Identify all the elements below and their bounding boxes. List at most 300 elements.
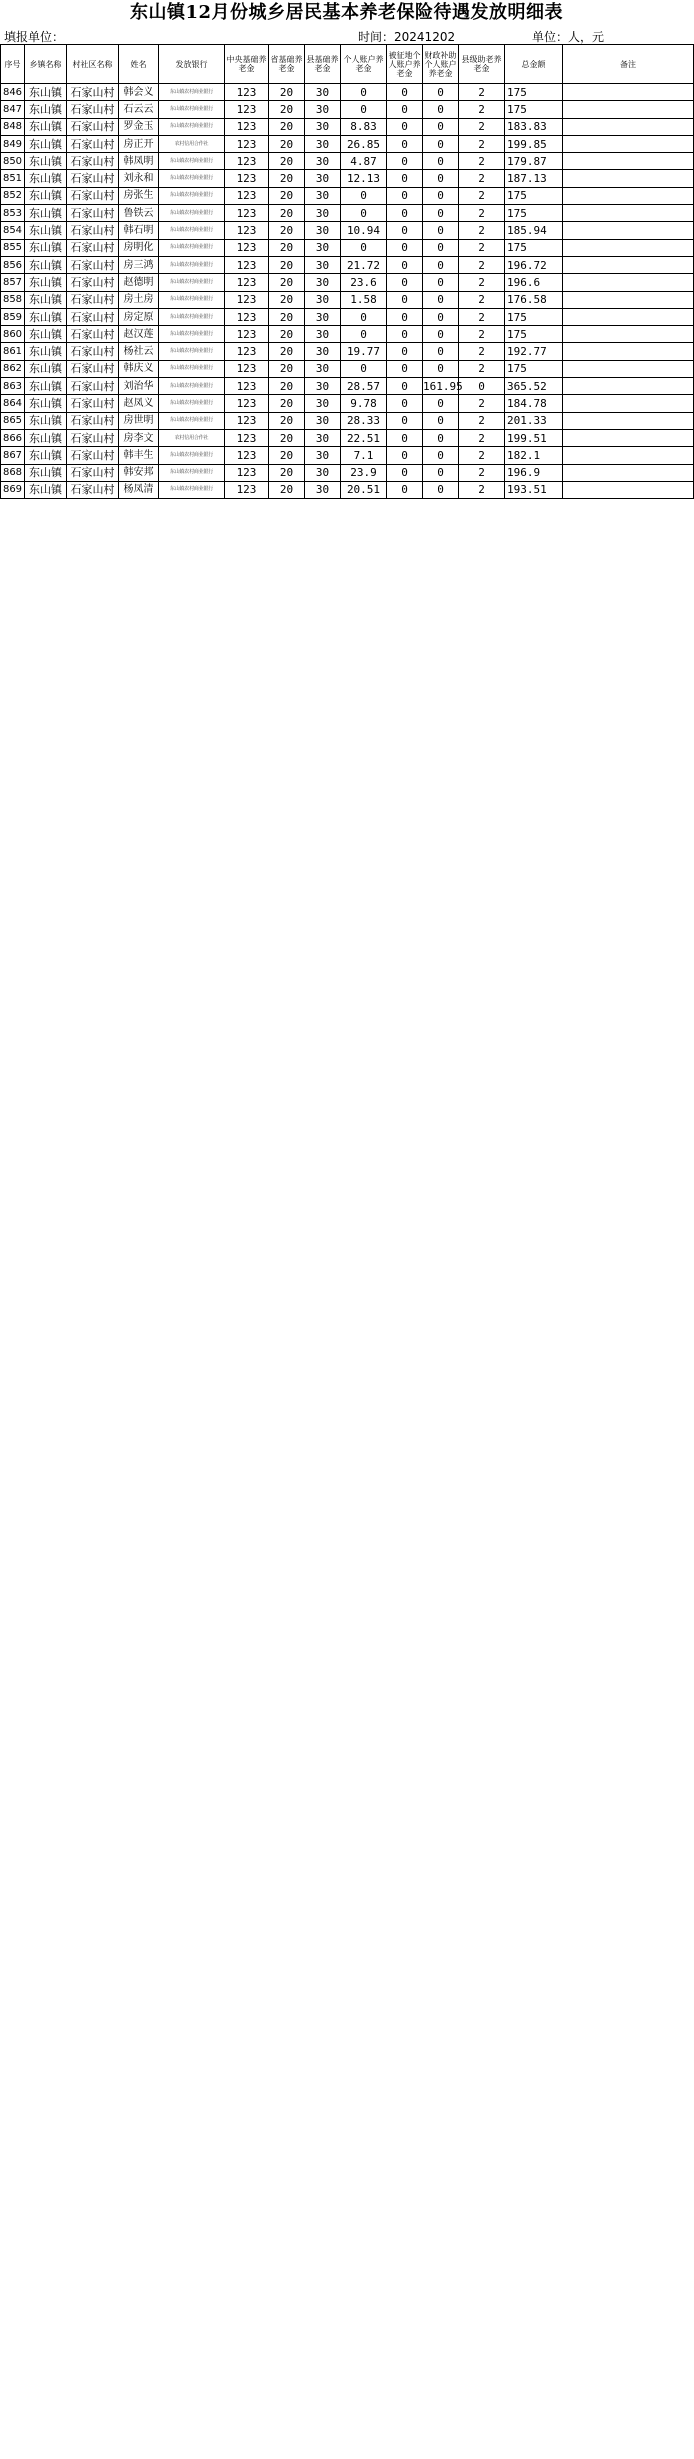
personal-account-cell: 28.57: [341, 378, 387, 395]
county-pension-cell: 30: [305, 118, 341, 135]
name-cell: 鲁铁云: [119, 205, 159, 222]
village-cell: 石家山村: [67, 187, 119, 204]
village-cell: 石家山村: [67, 222, 119, 239]
note-cell: [563, 343, 694, 360]
table-row: [1, 170, 694, 187]
note-cell: [563, 481, 694, 498]
total-amount-cell: 199.51: [505, 429, 563, 446]
aid-pension-cell: 2: [459, 256, 505, 273]
time-field: [358, 28, 455, 45]
name-cell: 房土房: [119, 291, 159, 308]
seq-cell: 857: [1, 274, 25, 291]
town-cell: 东山镇: [25, 118, 67, 135]
fiscal-account-cell: 0: [423, 326, 459, 343]
bank-cell: 东山镇农村商业银行: [159, 291, 225, 308]
village-cell: 石家山村: [67, 153, 119, 170]
total-amount-cell: 192.77: [505, 343, 563, 360]
province-pension-cell: 20: [269, 308, 305, 325]
column-header: 省基础养老金: [269, 45, 305, 84]
town-cell: 东山镇: [25, 153, 67, 170]
note-cell: [563, 170, 694, 187]
column-header: 姓名: [119, 45, 159, 84]
town-cell: 东山镇: [25, 378, 67, 395]
bank-cell: 东山镇农村商业银行: [159, 481, 225, 498]
central-pension-cell: 123: [225, 412, 269, 429]
village-cell: 石家山村: [67, 464, 119, 481]
province-pension-cell: 20: [269, 153, 305, 170]
personal-account-cell: 23.9: [341, 464, 387, 481]
seq-cell: 854: [1, 222, 25, 239]
name-cell: 房张生: [119, 187, 159, 204]
province-pension-cell: 20: [269, 222, 305, 239]
time-value: 20241202: [394, 30, 456, 44]
column-header: 村社区名称: [67, 45, 119, 84]
personal-account-cell: 20.51: [341, 481, 387, 498]
aid-pension-cell: 2: [459, 360, 505, 377]
fiscal-account-cell: 0: [423, 360, 459, 377]
county-pension-cell: 30: [305, 291, 341, 308]
note-cell: [563, 308, 694, 325]
province-pension-cell: 20: [269, 205, 305, 222]
total-amount-cell: 179.87: [505, 153, 563, 170]
county-pension-cell: 30: [305, 412, 341, 429]
county-pension-cell: 30: [305, 153, 341, 170]
county-pension-cell: 30: [305, 360, 341, 377]
village-cell: 石家山村: [67, 135, 119, 152]
table-row: [1, 291, 694, 308]
total-amount-cell: 196.6: [505, 274, 563, 291]
note-cell: [563, 118, 694, 135]
name-cell: 杨社云: [119, 343, 159, 360]
seq-cell: 846: [1, 84, 25, 101]
province-pension-cell: 20: [269, 378, 305, 395]
column-header: 财政补助个人账户养老金: [423, 45, 459, 84]
bank-cell: 东山镇农村商业银行: [159, 205, 225, 222]
seq-cell: 862: [1, 360, 25, 377]
personal-account-cell: 0: [341, 360, 387, 377]
land-account-cell: 0: [387, 481, 423, 498]
bank-cell: 东山镇农村商业银行: [159, 326, 225, 343]
county-pension-cell: 30: [305, 135, 341, 152]
seq-cell: 868: [1, 464, 25, 481]
town-cell: 东山镇: [25, 360, 67, 377]
fiscal-account-cell: 0: [423, 395, 459, 412]
village-cell: 石家山村: [67, 429, 119, 446]
total-amount-cell: 199.85: [505, 135, 563, 152]
province-pension-cell: 20: [269, 101, 305, 118]
table-row: [1, 205, 694, 222]
land-account-cell: 0: [387, 343, 423, 360]
village-cell: 石家山村: [67, 447, 119, 464]
town-cell: 东山镇: [25, 187, 67, 204]
fiscal-account-cell: 0: [423, 239, 459, 256]
county-pension-cell: 30: [305, 343, 341, 360]
personal-account-cell: 28.33: [341, 412, 387, 429]
province-pension-cell: 20: [269, 395, 305, 412]
total-amount-cell: 365.52: [505, 378, 563, 395]
aid-pension-cell: 2: [459, 101, 505, 118]
name-cell: 房明化: [119, 239, 159, 256]
bank-cell: 东山镇农村商业银行: [159, 153, 225, 170]
name-cell: 赵汉莲: [119, 326, 159, 343]
county-pension-cell: 30: [305, 256, 341, 273]
land-account-cell: 0: [387, 326, 423, 343]
bank-cell: 东山镇农村商业银行: [159, 256, 225, 273]
total-amount-cell: 201.33: [505, 412, 563, 429]
town-cell: 东山镇: [25, 395, 67, 412]
land-account-cell: 0: [387, 222, 423, 239]
column-header: 发放银行: [159, 45, 225, 84]
aid-pension-cell: 2: [459, 308, 505, 325]
personal-account-cell: 0: [341, 239, 387, 256]
province-pension-cell: 20: [269, 447, 305, 464]
report-meta: [0, 26, 693, 44]
note-cell: [563, 205, 694, 222]
town-cell: 东山镇: [25, 274, 67, 291]
personal-account-cell: 4.87: [341, 153, 387, 170]
total-amount-cell: 184.78: [505, 395, 563, 412]
central-pension-cell: 123: [225, 429, 269, 446]
land-account-cell: 0: [387, 291, 423, 308]
filing-unit-label: 填报单位：: [4, 30, 65, 44]
town-cell: 东山镇: [25, 205, 67, 222]
report-page: [0, 0, 693, 499]
note-cell: [563, 153, 694, 170]
province-pension-cell: 20: [269, 256, 305, 273]
column-header: 个人账户养老金: [341, 45, 387, 84]
seq-cell: 848: [1, 118, 25, 135]
central-pension-cell: 123: [225, 101, 269, 118]
name-cell: 刘治华: [119, 378, 159, 395]
name-cell: 韩凤明: [119, 153, 159, 170]
village-cell: 石家山村: [67, 256, 119, 273]
personal-account-cell: 1.58: [341, 291, 387, 308]
bank-cell: 东山镇农村商业银行: [159, 239, 225, 256]
land-account-cell: 0: [387, 447, 423, 464]
personal-account-cell: 10.94: [341, 222, 387, 239]
personal-account-cell: 0: [341, 326, 387, 343]
seq-cell: 858: [1, 291, 25, 308]
total-amount-cell: 175: [505, 360, 563, 377]
note-cell: [563, 429, 694, 446]
personal-account-cell: 22.51: [341, 429, 387, 446]
town-cell: 东山镇: [25, 101, 67, 118]
central-pension-cell: 123: [225, 360, 269, 377]
name-cell: 房正开: [119, 135, 159, 152]
table-row: [1, 308, 694, 325]
fiscal-account-cell: 0: [423, 464, 459, 481]
province-pension-cell: 20: [269, 187, 305, 204]
personal-account-cell: 8.83: [341, 118, 387, 135]
time-label: 时间：: [358, 30, 395, 44]
land-account-cell: 0: [387, 395, 423, 412]
county-pension-cell: 30: [305, 308, 341, 325]
county-pension-cell: 30: [305, 239, 341, 256]
town-cell: 东山镇: [25, 239, 67, 256]
fiscal-account-cell: 0: [423, 291, 459, 308]
total-amount-cell: 185.94: [505, 222, 563, 239]
village-cell: 石家山村: [67, 118, 119, 135]
aid-pension-cell: 0: [459, 378, 505, 395]
town-cell: 东山镇: [25, 464, 67, 481]
seq-cell: 850: [1, 153, 25, 170]
personal-account-cell: 9.78: [341, 395, 387, 412]
fiscal-account-cell: 0: [423, 429, 459, 446]
town-cell: 东山镇: [25, 170, 67, 187]
land-account-cell: 0: [387, 153, 423, 170]
central-pension-cell: 123: [225, 170, 269, 187]
province-pension-cell: 20: [269, 360, 305, 377]
town-cell: 东山镇: [25, 222, 67, 239]
total-amount-cell: 196.72: [505, 256, 563, 273]
total-amount-cell: 175: [505, 187, 563, 204]
name-cell: 房定原: [119, 308, 159, 325]
land-account-cell: 0: [387, 170, 423, 187]
village-cell: 石家山村: [67, 308, 119, 325]
name-cell: 石云云: [119, 101, 159, 118]
county-pension-cell: 30: [305, 481, 341, 498]
column-header: 序号: [1, 45, 25, 84]
province-pension-cell: 20: [269, 291, 305, 308]
bank-cell: 东山镇农村商业银行: [159, 447, 225, 464]
column-header: 县基础养老金: [305, 45, 341, 84]
note-cell: [563, 360, 694, 377]
table-row: [1, 429, 694, 446]
aid-pension-cell: 2: [459, 153, 505, 170]
personal-account-cell: 0: [341, 84, 387, 101]
town-cell: 东山镇: [25, 412, 67, 429]
province-pension-cell: 20: [269, 326, 305, 343]
central-pension-cell: 123: [225, 187, 269, 204]
seq-cell: 869: [1, 481, 25, 498]
note-cell: [563, 256, 694, 273]
total-amount-cell: 176.58: [505, 291, 563, 308]
central-pension-cell: 123: [225, 395, 269, 412]
total-amount-cell: 187.13: [505, 170, 563, 187]
total-amount-cell: 175: [505, 326, 563, 343]
aid-pension-cell: 2: [459, 464, 505, 481]
bank-cell: 东山镇农村商业银行: [159, 101, 225, 118]
seq-cell: 866: [1, 429, 25, 446]
table-row: [1, 326, 694, 343]
fiscal-account-cell: 0: [423, 84, 459, 101]
bank-cell: 东山镇农村商业银行: [159, 84, 225, 101]
table-row: [1, 135, 694, 152]
village-cell: 石家山村: [67, 239, 119, 256]
fiscal-account-cell: 0: [423, 481, 459, 498]
seq-cell: 853: [1, 205, 25, 222]
pension-table: [0, 44, 694, 499]
central-pension-cell: 123: [225, 378, 269, 395]
town-cell: 东山镇: [25, 135, 67, 152]
fiscal-account-cell: 0: [423, 412, 459, 429]
fiscal-account-cell: 0: [423, 447, 459, 464]
land-account-cell: 0: [387, 274, 423, 291]
bank-cell: 东山镇农村商业银行: [159, 308, 225, 325]
note-cell: [563, 395, 694, 412]
total-amount-cell: 175: [505, 205, 563, 222]
note-cell: [563, 291, 694, 308]
seq-cell: 865: [1, 412, 25, 429]
central-pension-cell: 123: [225, 153, 269, 170]
name-cell: 赵凤义: [119, 395, 159, 412]
table-row: [1, 187, 694, 204]
bank-cell: 农村信用合作社: [159, 429, 225, 446]
county-pension-cell: 30: [305, 84, 341, 101]
table-row: [1, 239, 694, 256]
village-cell: 石家山村: [67, 170, 119, 187]
aid-pension-cell: 2: [459, 118, 505, 135]
aid-pension-cell: 2: [459, 326, 505, 343]
county-pension-cell: 30: [305, 378, 341, 395]
bank-cell: 东山镇农村商业银行: [159, 412, 225, 429]
bank-cell: 东山镇农村商业银行: [159, 170, 225, 187]
aid-pension-cell: 2: [459, 187, 505, 204]
table-row: [1, 412, 694, 429]
county-pension-cell: 30: [305, 187, 341, 204]
report-title: 东山镇12月份城乡居民基本养老保险待遇发放明细表: [129, 2, 564, 23]
county-pension-cell: 30: [305, 274, 341, 291]
seq-cell: 867: [1, 447, 25, 464]
land-account-cell: 0: [387, 84, 423, 101]
town-cell: 东山镇: [25, 326, 67, 343]
province-pension-cell: 20: [269, 135, 305, 152]
aid-pension-cell: 2: [459, 447, 505, 464]
village-cell: 石家山村: [67, 378, 119, 395]
total-amount-cell: 175: [505, 101, 563, 118]
name-cell: 韩石明: [119, 222, 159, 239]
bank-cell: 东山镇农村商业银行: [159, 222, 225, 239]
aid-pension-cell: 2: [459, 239, 505, 256]
seq-cell: 852: [1, 187, 25, 204]
land-account-cell: 0: [387, 412, 423, 429]
central-pension-cell: 123: [225, 291, 269, 308]
header-row: [1, 45, 694, 84]
note-cell: [563, 187, 694, 204]
table-row: [1, 481, 694, 498]
seq-cell: 849: [1, 135, 25, 152]
table-row: [1, 101, 694, 118]
village-cell: 石家山村: [67, 101, 119, 118]
county-pension-cell: 30: [305, 205, 341, 222]
note-cell: [563, 447, 694, 464]
county-pension-cell: 30: [305, 222, 341, 239]
personal-account-cell: 0: [341, 308, 387, 325]
table-row: [1, 222, 694, 239]
fiscal-account-cell: 0: [423, 308, 459, 325]
fiscal-account-cell: 0: [423, 274, 459, 291]
central-pension-cell: 123: [225, 222, 269, 239]
bank-cell: 农村信用合作社: [159, 135, 225, 152]
land-account-cell: 0: [387, 256, 423, 273]
note-cell: [563, 464, 694, 481]
column-header: 被征地个人账户养老金: [387, 45, 423, 84]
bank-cell: 东山镇农村商业银行: [159, 395, 225, 412]
personal-account-cell: 0: [341, 101, 387, 118]
county-pension-cell: 30: [305, 447, 341, 464]
land-account-cell: 0: [387, 429, 423, 446]
village-cell: 石家山村: [67, 343, 119, 360]
town-cell: 东山镇: [25, 429, 67, 446]
table-row: [1, 360, 694, 377]
central-pension-cell: 123: [225, 135, 269, 152]
aid-pension-cell: 2: [459, 429, 505, 446]
fiscal-account-cell: 0: [423, 343, 459, 360]
fiscal-account-cell: 0: [423, 101, 459, 118]
table-row: [1, 395, 694, 412]
name-cell: 杨凤清: [119, 481, 159, 498]
central-pension-cell: 123: [225, 447, 269, 464]
land-account-cell: 0: [387, 101, 423, 118]
name-cell: 韩会义: [119, 84, 159, 101]
bank-cell: 东山镇农村商业银行: [159, 378, 225, 395]
bank-cell: 东山镇农村商业银行: [159, 464, 225, 481]
central-pension-cell: 123: [225, 274, 269, 291]
note-cell: [563, 378, 694, 395]
village-cell: 石家山村: [67, 395, 119, 412]
province-pension-cell: 20: [269, 274, 305, 291]
land-account-cell: 0: [387, 239, 423, 256]
central-pension-cell: 123: [225, 481, 269, 498]
fiscal-account-cell: 0: [423, 153, 459, 170]
currency-unit: 单位：人，元: [532, 30, 605, 44]
column-header: 乡镇名称: [25, 45, 67, 84]
village-cell: 石家山村: [67, 412, 119, 429]
land-account-cell: 0: [387, 187, 423, 204]
town-cell: 东山镇: [25, 308, 67, 325]
central-pension-cell: 123: [225, 84, 269, 101]
village-cell: 石家山村: [67, 326, 119, 343]
province-pension-cell: 20: [269, 481, 305, 498]
central-pension-cell: 123: [225, 464, 269, 481]
name-cell: 韩安邦: [119, 464, 159, 481]
name-cell: 房世明: [119, 412, 159, 429]
fiscal-account-cell: 0: [423, 187, 459, 204]
name-cell: 赵德明: [119, 274, 159, 291]
land-account-cell: 0: [387, 360, 423, 377]
province-pension-cell: 20: [269, 170, 305, 187]
seq-cell: 851: [1, 170, 25, 187]
name-cell: 韩丰生: [119, 447, 159, 464]
province-pension-cell: 20: [269, 429, 305, 446]
town-cell: 东山镇: [25, 256, 67, 273]
personal-account-cell: 23.6: [341, 274, 387, 291]
table-header: [1, 45, 694, 84]
note-cell: [563, 101, 694, 118]
fiscal-account-cell: 0: [423, 118, 459, 135]
aid-pension-cell: 2: [459, 205, 505, 222]
personal-account-cell: 0: [341, 205, 387, 222]
seq-cell: 855: [1, 239, 25, 256]
central-pension-cell: 123: [225, 326, 269, 343]
note-cell: [563, 222, 694, 239]
seq-cell: 864: [1, 395, 25, 412]
village-cell: 石家山村: [67, 481, 119, 498]
central-pension-cell: 123: [225, 118, 269, 135]
table-body: [1, 84, 694, 499]
aid-pension-cell: 2: [459, 84, 505, 101]
county-pension-cell: 30: [305, 395, 341, 412]
note-cell: [563, 84, 694, 101]
land-account-cell: 0: [387, 118, 423, 135]
personal-account-cell: 7.1: [341, 447, 387, 464]
aid-pension-cell: 2: [459, 170, 505, 187]
town-cell: 东山镇: [25, 84, 67, 101]
aid-pension-cell: 2: [459, 291, 505, 308]
central-pension-cell: 123: [225, 239, 269, 256]
table-row: [1, 274, 694, 291]
fiscal-account-cell: 0: [423, 135, 459, 152]
